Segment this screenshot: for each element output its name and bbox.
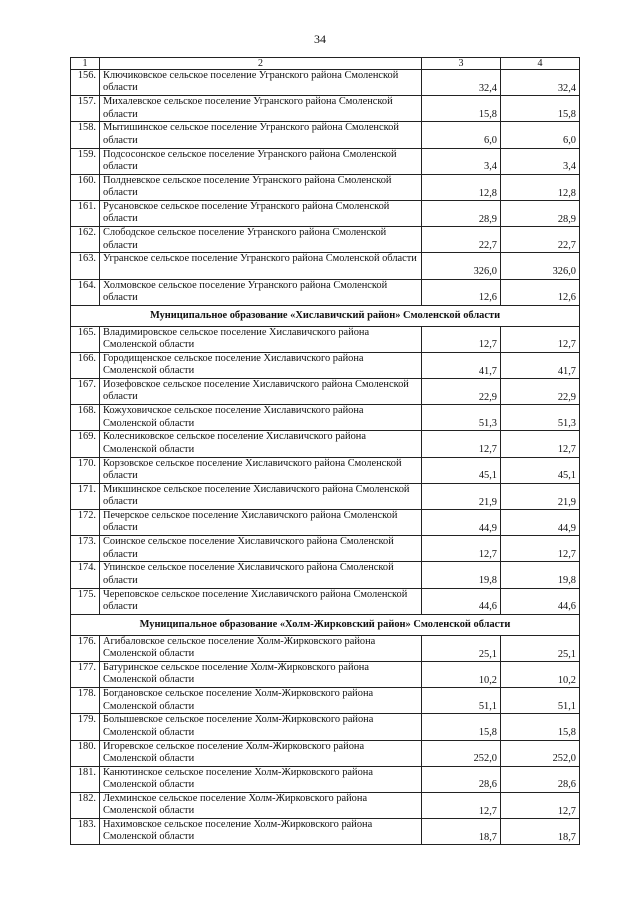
table-row [71, 405, 580, 431]
settlement-name: Русановское сельское поселение Угранского района Смоленской области [100, 200, 422, 226]
value-column-3: 3,4 [422, 148, 501, 174]
value-column-3: 10,2 [422, 661, 501, 687]
settlement-name: Канютинское сельское поселение Холм-Жирковского района Смоленской области [100, 766, 422, 792]
settlement-name: Нахимовское сельское поселение Холм-Жирковского района Смоленской области [100, 819, 422, 845]
row-number: 175. [71, 588, 100, 614]
settlement-name: Лехминское сельское поселение Холм-Жирковского района Смоленской области [100, 792, 422, 818]
value-column-3: 21,9 [422, 483, 501, 509]
settlement-name: Болышевское сельское поселение Холм-Жирковского района Смоленской области [100, 714, 422, 740]
row-number: 176. [71, 635, 100, 661]
value-column-4: 44,9 [501, 510, 580, 536]
row-number: 170. [71, 457, 100, 483]
value-column-3: 45,1 [422, 457, 501, 483]
row-number: 172. [71, 510, 100, 536]
row-number: 182. [71, 792, 100, 818]
table-row [71, 148, 580, 174]
table-row [71, 536, 580, 562]
value-column-3: 15,8 [422, 96, 501, 122]
row-number: 168. [71, 405, 100, 431]
table-row [71, 792, 580, 818]
value-column-4: 12,7 [501, 792, 580, 818]
settlement-name: Угранское сельское поселение Угранского района Смоленской области [100, 253, 422, 279]
value-column-3: 252,0 [422, 740, 501, 766]
value-column-4: 51,3 [501, 405, 580, 431]
table-row [71, 227, 580, 253]
value-column-4: 41,7 [501, 352, 580, 378]
table-row [71, 326, 580, 352]
value-column-4: 32,4 [501, 70, 580, 96]
settlement-name: Подсосонское сельское поселение Угранского района Смоленской области [100, 148, 422, 174]
value-column-3: 25,1 [422, 635, 501, 661]
value-column-3: 12,7 [422, 326, 501, 352]
value-column-4: 45,1 [501, 457, 580, 483]
value-column-4: 3,4 [501, 148, 580, 174]
table-row [71, 200, 580, 226]
value-column-3: 12,7 [422, 431, 501, 457]
value-column-3: 22,9 [422, 379, 501, 405]
table-row [71, 96, 580, 122]
table-row [71, 714, 580, 740]
table-body [71, 70, 580, 845]
value-column-4: 12,7 [501, 431, 580, 457]
settlement-name: Агибаловское сельское поселение Холм-Жирковского района Смоленской области [100, 635, 422, 661]
value-column-4: 15,8 [501, 714, 580, 740]
settlement-name: Игоревское сельское поселение Холм-Жирковского района Смоленской области [100, 740, 422, 766]
value-column-4: 22,9 [501, 379, 580, 405]
row-number: 181. [71, 766, 100, 792]
table-row [71, 588, 580, 614]
table-row [71, 457, 580, 483]
value-column-4: 21,9 [501, 483, 580, 509]
row-number: 163. [71, 253, 100, 279]
value-column-4: 28,6 [501, 766, 580, 792]
table-row [71, 122, 580, 148]
value-column-3: 44,9 [422, 510, 501, 536]
table-row [71, 431, 580, 457]
table-row [71, 688, 580, 714]
settlement-name: Городищенское сельское поселение Хиславичского района Смоленской области [100, 352, 422, 378]
column-header-4: 4 [501, 58, 580, 70]
value-column-3: 51,1 [422, 688, 501, 714]
row-number: 183. [71, 819, 100, 845]
settlements-table [70, 57, 580, 845]
row-number: 171. [71, 483, 100, 509]
table-row [71, 253, 580, 279]
settlement-name: Богдановское сельское поселение Холм-Жирковского района Смоленской области [100, 688, 422, 714]
value-column-3: 6,0 [422, 122, 501, 148]
row-number: 162. [71, 227, 100, 253]
value-column-3: 41,7 [422, 352, 501, 378]
row-number: 161. [71, 200, 100, 226]
column-header-1: 1 [71, 58, 100, 70]
value-column-3: 18,7 [422, 819, 501, 845]
row-number: 159. [71, 148, 100, 174]
value-column-3: 22,7 [422, 227, 501, 253]
value-column-3: 51,3 [422, 405, 501, 431]
value-column-4: 44,6 [501, 588, 580, 614]
value-column-3: 32,4 [422, 70, 501, 96]
table-row [71, 819, 580, 845]
column-header-3: 3 [422, 58, 501, 70]
value-column-4: 22,7 [501, 227, 580, 253]
row-number: 158. [71, 122, 100, 148]
value-column-4: 12,7 [501, 536, 580, 562]
row-number: 173. [71, 536, 100, 562]
value-column-3: 28,9 [422, 200, 501, 226]
settlement-name: Микшинское сельское поселение Хиславичского района Смоленской области [100, 483, 422, 509]
table-row [71, 661, 580, 687]
settlement-name: Корзовское сельское поселение Хиславичского района Смоленской области [100, 457, 422, 483]
value-column-4: 326,0 [501, 253, 580, 279]
value-column-3: 15,8 [422, 714, 501, 740]
value-column-3: 19,8 [422, 562, 501, 588]
column-header-2: 2 [100, 58, 422, 70]
table-row [71, 70, 580, 96]
settlement-name: Череповское сельское поселение Хиславичского района Смоленской области [100, 588, 422, 614]
row-number: 160. [71, 174, 100, 200]
section-heading-row [71, 305, 580, 326]
row-number: 157. [71, 96, 100, 122]
row-number: 166. [71, 352, 100, 378]
row-number: 174. [71, 562, 100, 588]
row-number: 167. [71, 379, 100, 405]
row-number: 180. [71, 740, 100, 766]
settlement-name: Михалевское сельское поселение Угранского района Смоленской области [100, 96, 422, 122]
value-column-4: 25,1 [501, 635, 580, 661]
value-column-4: 18,7 [501, 819, 580, 845]
settlement-name: Батуринское сельское поселение Холм-Жирковского района Смоленской области [100, 661, 422, 687]
value-column-3: 28,6 [422, 766, 501, 792]
value-column-4: 12,8 [501, 174, 580, 200]
value-column-4: 12,6 [501, 279, 580, 305]
section-heading: Муниципальное образование «Холм-Жирковский район» Смоленской области [71, 614, 580, 635]
table-header-row [71, 58, 580, 70]
row-number: 164. [71, 279, 100, 305]
value-column-3: 12,7 [422, 536, 501, 562]
settlement-name: Слободское сельское поселение Угранского района Смоленской области [100, 227, 422, 253]
row-number: 169. [71, 431, 100, 457]
table-row [71, 379, 580, 405]
settlement-name: Колесниковское сельское поселение Хиславичского района Смоленской области [100, 431, 422, 457]
settlement-name: Печерское сельское поселение Хиславичского района Смоленской области [100, 510, 422, 536]
value-column-4: 28,9 [501, 200, 580, 226]
value-column-3: 326,0 [422, 253, 501, 279]
table-row [71, 352, 580, 378]
table-row [71, 766, 580, 792]
settlement-name: Мытишинское сельское поселение Угранского района Смоленской области [100, 122, 422, 148]
settlement-name: Иозефовское сельское поселение Хиславичского района Смоленской области [100, 379, 422, 405]
value-column-4: 15,8 [501, 96, 580, 122]
page-number: 34 [314, 32, 326, 46]
value-column-3: 44,6 [422, 588, 501, 614]
table-row [71, 510, 580, 536]
table-row [71, 174, 580, 200]
value-column-4: 19,8 [501, 562, 580, 588]
value-column-4: 51,1 [501, 688, 580, 714]
value-column-3: 12,6 [422, 279, 501, 305]
table-row [71, 562, 580, 588]
row-number: 165. [71, 326, 100, 352]
table-row [71, 279, 580, 305]
settlement-name: Соинское сельское поселение Хиславичского района Смоленской области [100, 536, 422, 562]
value-column-3: 12,8 [422, 174, 501, 200]
row-number: 177. [71, 661, 100, 687]
section-heading-row [71, 614, 580, 635]
table-row [71, 740, 580, 766]
value-column-4: 6,0 [501, 122, 580, 148]
table-row [71, 483, 580, 509]
value-column-3: 12,7 [422, 792, 501, 818]
settlement-name: Владимировское сельское поселение Хиславичского района Смоленской области [100, 326, 422, 352]
row-number: 178. [71, 688, 100, 714]
row-number: 156. [71, 70, 100, 96]
value-column-4: 12,7 [501, 326, 580, 352]
section-heading: Муниципальное образование «Хиславичский район» Смоленской области [71, 305, 580, 326]
settlement-name: Кожуховичское сельское поселение Хиславичского района Смоленской области [100, 405, 422, 431]
table-row [71, 635, 580, 661]
row-number: 179. [71, 714, 100, 740]
settlement-name: Упинское сельское поселение Хиславичского района Смоленской области [100, 562, 422, 588]
value-column-4: 10,2 [501, 661, 580, 687]
settlement-name: Ключиковское сельское поселение Угранского района Смоленской области [100, 70, 422, 96]
settlement-name: Холмовское сельское поселение Угранского района Смоленской области [100, 279, 422, 305]
settlement-name: Полдневское сельское поселение Угранского района Смоленской области [100, 174, 422, 200]
value-column-4: 252,0 [501, 740, 580, 766]
